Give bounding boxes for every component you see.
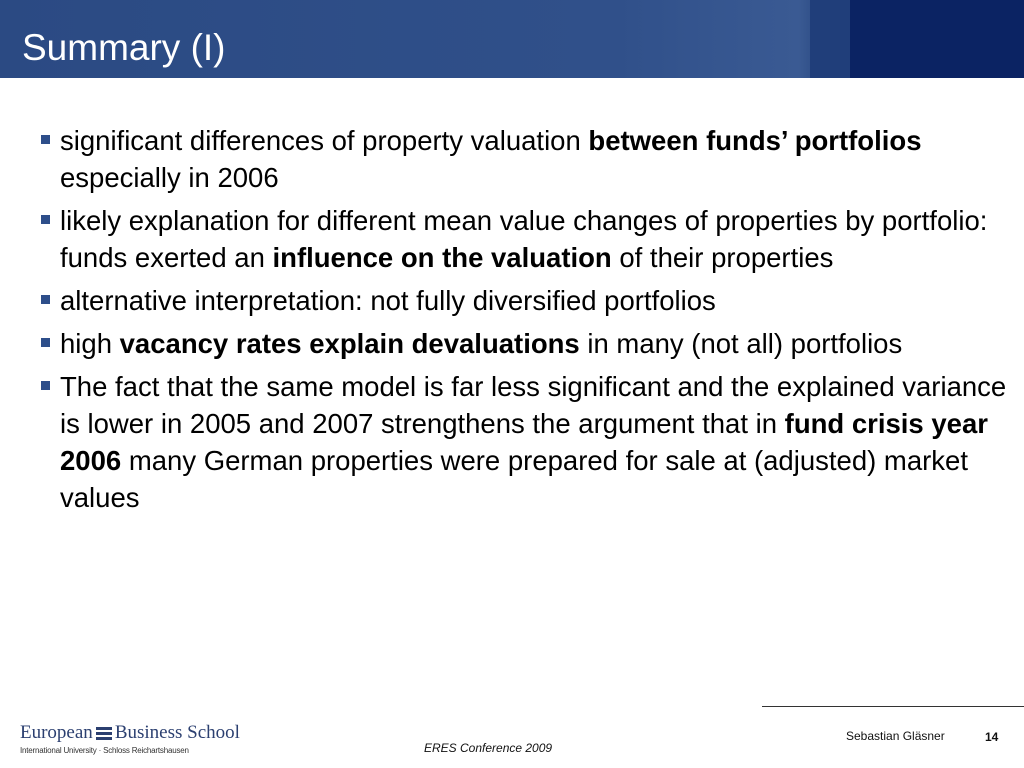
slide-title: Summary (I) (22, 27, 226, 68)
conference-name: ERES Conference 2009 (424, 741, 553, 755)
bullet-text: likely explanation for different mean value changes of properties by portfolio: (60, 205, 988, 236)
bullet-emphasis: between funds’ portfolios (588, 125, 922, 156)
bullet-text: many German properties were prepared for sale at (adjusted) market values (60, 445, 968, 513)
bullet-text: in many (not all) portfolios (579, 328, 903, 359)
bullet-square-icon (41, 338, 50, 347)
bullet-square-icon (41, 215, 50, 224)
logo-bars-icon (96, 727, 112, 740)
logo-name-part1: European (20, 722, 93, 743)
bullet-text: of their properties (611, 242, 834, 273)
bullet-square-icon (41, 295, 50, 304)
bullet-list (38, 122, 1008, 522)
bullet-emphasis: vacancy rates explain devaluations (119, 328, 580, 359)
bullet-item (38, 122, 1008, 196)
bullet-emphasis: influence on the valuation (272, 242, 612, 273)
school-logo (20, 722, 260, 758)
title-bar-dark-band (850, 0, 1024, 78)
bullet-item (38, 368, 1008, 516)
bullet-text: funds exerted an (60, 242, 273, 273)
bullet-text: significant differences of property valuation (60, 125, 589, 156)
logo-subtitle: International University · Schloss Reichartshausen (20, 746, 189, 755)
bullet-square-icon (41, 135, 50, 144)
bullet-item (38, 325, 1008, 362)
bullet-square-icon (41, 381, 50, 390)
bullet-item (38, 202, 1008, 276)
page-number: 14 (985, 730, 999, 744)
author-name: Sebastian Gläsner (846, 729, 945, 743)
bullet-emphasis: fund crisis year 2006 (60, 408, 988, 476)
footer-divider (762, 706, 1024, 707)
bullet-text: especially in 2006 (60, 162, 279, 193)
bullet-item (38, 282, 1008, 319)
bullet-text: The fact that the same model is far less significant and the explained variance is lower in 2005 and 2007 strengthens the argument that in (60, 371, 1007, 439)
logo-name-part2: Business School (114, 722, 240, 743)
logo-wordmark (20, 722, 260, 744)
title-bar-band (810, 0, 850, 78)
bullet-text: alternative interpretation: not fully diversified portfolios (60, 285, 716, 316)
bullet-text: high (60, 328, 120, 359)
